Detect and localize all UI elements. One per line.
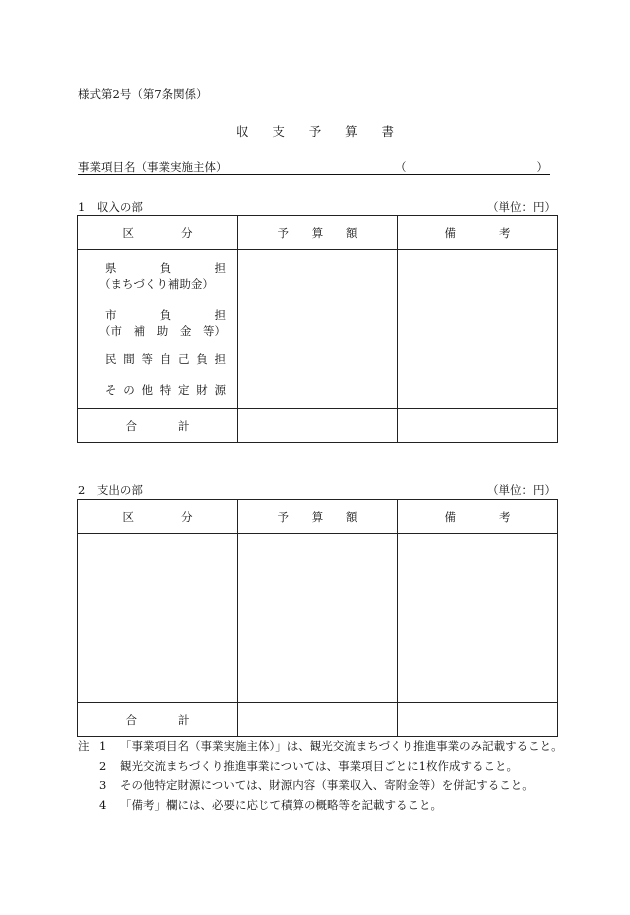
income-table <box>77 215 558 443</box>
expense-header-remarks: 備 考 <box>398 500 558 534</box>
income-header-category: 区 分 <box>78 216 238 250</box>
expense-total-label: 合 計 <box>78 703 238 737</box>
income-total-label: 合 計 <box>78 409 238 443</box>
expense-total-budget-cell[interactable] <box>238 703 398 737</box>
income-budget-cell[interactable] <box>238 250 398 409</box>
title-char: 収 <box>236 124 249 139</box>
income-item-other: そ の 他 特 定 財 源 <box>105 383 226 397</box>
project-name-field[interactable] <box>78 158 550 175</box>
title-char: 予 <box>308 124 322 139</box>
income-item-prefecture: 県 負 担 （まちづくり補助金） <box>99 261 226 291</box>
income-header-remarks: 備 考 <box>398 216 558 250</box>
income-section-heading: 1 収入の部 <box>78 200 143 214</box>
income-unit-label: （単位：円） <box>487 200 556 214</box>
expense-category-cell[interactable] <box>78 534 238 703</box>
income-item-private: 民 間 等 自 己 負 担 <box>105 352 226 366</box>
income-remarks-cell[interactable] <box>398 250 558 409</box>
notes-tag: 注 <box>78 739 90 753</box>
income-total-remarks-cell[interactable] <box>398 409 558 443</box>
expense-header-budget: 予 算 額 <box>238 500 398 534</box>
form-number-label: 様式第2号（第7条関係） <box>78 87 208 101</box>
expense-total-remarks-cell[interactable] <box>398 703 558 737</box>
title-char: 算 <box>345 124 358 139</box>
title-char: 支 <box>272 124 285 139</box>
income-item-city: 市 負 担 （市 補 助 金 等） <box>99 308 226 338</box>
title-char: 書 <box>381 124 394 139</box>
document-title <box>0 122 630 140</box>
income-category-cell <box>78 250 238 409</box>
paren-open: （ <box>395 160 407 174</box>
expense-table <box>77 499 558 737</box>
expense-budget-cell[interactable] <box>238 534 398 703</box>
expense-unit-label: （単位：円） <box>487 483 556 497</box>
expense-section-heading: 2 支出の部 <box>78 483 143 497</box>
income-total-budget-cell[interactable] <box>238 409 398 443</box>
project-name-label: 事業項目名（事業実施主体） <box>78 160 228 174</box>
expense-remarks-cell[interactable] <box>398 534 558 703</box>
expense-header-category: 区 分 <box>78 500 238 534</box>
paren-close: ） <box>536 160 548 174</box>
income-header-budget: 予 算 額 <box>238 216 398 250</box>
